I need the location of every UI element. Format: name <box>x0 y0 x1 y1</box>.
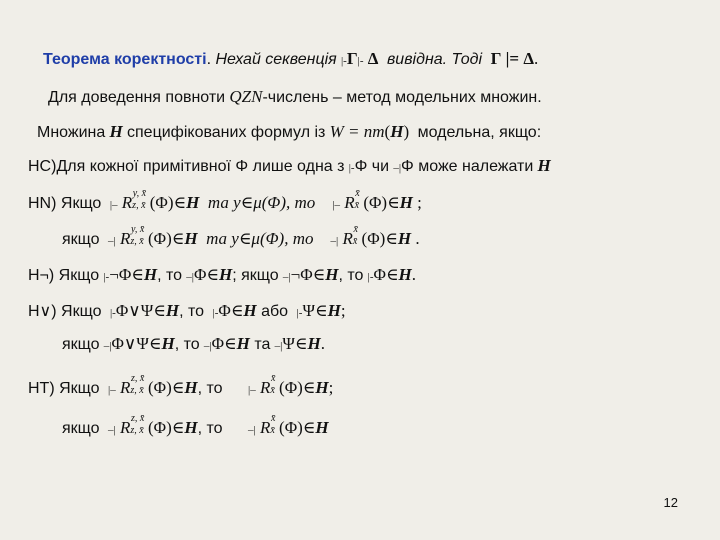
turnstile-neg-symbol: –| <box>393 162 402 174</box>
hc-condition <box>28 156 551 178</box>
hneg-condition: H¬) Якщо |-¬Φ∈H, то –|Φ∈H; якщо –|¬Φ∈H, то |-Φ∈H. <box>28 265 417 284</box>
hor-condition-line-1: H∨) Якщо |-Φ∨Ψ∈H, то |-Φ∈H або |-Ψ∈H; <box>28 301 346 320</box>
turnstile-symbol: |- <box>348 162 355 174</box>
r-formula-2: R x̄ x̄ <box>342 224 358 248</box>
ht-if: якщо <box>62 420 100 437</box>
delta-symbol-2: Δ <box>523 49 535 68</box>
turnstile-neg-symbol: –| <box>108 235 116 247</box>
turnstile-symbol: |– <box>109 199 118 211</box>
hor-condition-line-2: якщо –|Φ∨Ψ∈H, то –|Φ∈H та –|Ψ∈H. <box>62 334 325 353</box>
hn-condition-line-1: HN) Якщо |– R y, x̄ z, x̄ (Φ)∈H та y∈μ(Φ), то |– R x̄ x̄ (Φ)∈H ; <box>28 193 422 216</box>
theorem-text-2: вивідна. Тоді <box>386 51 483 68</box>
turnstile-symbol-2: |- <box>357 55 364 67</box>
models-symbol: |= <box>505 49 520 68</box>
delta-symbol: Δ <box>367 49 379 68</box>
hn-text-mid2: та y∈μ(Φ), то <box>206 229 314 248</box>
line2-text-b: -числень – метод модельних множин. <box>262 89 542 106</box>
theorem-label: Теорема коректності <box>43 51 207 68</box>
hn-condition-line-2: якщо –| R y, x̄ z, x̄ (Φ)∈H та y∈μ(Φ), то –| R x̄ x̄ (Φ)∈H . <box>62 229 420 252</box>
w-equation: W = nm <box>329 122 385 141</box>
r-formula: R y, x̄ z, x̄ <box>120 224 145 248</box>
hor-label: H∨) Якщо <box>28 303 102 320</box>
r-formula-2: R x̄ x̄ <box>344 188 360 212</box>
model-set-line: Множина H специфікованих формул із W = nm(H) модельна, якщо: <box>37 122 542 141</box>
turnstile-symbol-2: |– <box>332 199 340 211</box>
hc-text-1: Для кожної примітивної Φ лише одна з <box>56 158 345 175</box>
theorem-line <box>43 49 538 71</box>
theorem-end-period: . <box>534 49 539 68</box>
H-symbol: H <box>109 122 123 141</box>
proof-method-line <box>48 87 542 108</box>
qzn-symbol: QZN <box>229 87 263 106</box>
line2-text-a: Для доведення повноти <box>48 89 226 106</box>
hc-text-3: Φ може належати <box>401 158 534 175</box>
r-formula: R z, x̄ z, x̄ <box>120 373 145 397</box>
ht-label: HT) Якщо <box>28 380 100 397</box>
hc-label: НС) <box>28 158 57 175</box>
r-formula-2: R x̄ x̄ <box>259 413 276 437</box>
r-formula-2: R x̄ x̄ <box>259 373 276 397</box>
line3-text-c: модельна, якщо: <box>417 124 542 141</box>
r-formula: R z, x̄ z, x̄ <box>120 413 145 437</box>
r-formula: R y, x̄ z, x̄ <box>121 188 147 212</box>
theorem-text-1: Нехай секвенція <box>215 51 337 68</box>
turnstile-neg-symbol-2: –| <box>330 235 339 247</box>
ht-condition-line-1: HT) Якщо |– R z, x̄ z, x̄ (Φ)∈H, то |– R x̄ x̄ (Φ)∈H; <box>28 378 333 401</box>
phi-paren: (Φ) <box>149 193 174 212</box>
hneg-label: H¬) Якщо <box>28 267 100 284</box>
ht-condition-line-2: якщо –| R z, x̄ z, x̄ (Φ)∈H, то –| R x̄ x̄ (Φ)∈H <box>62 418 329 441</box>
turnstile-symbol: |- <box>340 55 347 67</box>
gamma-symbol: Γ <box>346 49 358 68</box>
hc-text-2: Φ чи <box>354 158 390 175</box>
line3-text-a: Множина <box>37 124 106 141</box>
hn-label: HN) Якщо <box>28 195 102 212</box>
H-symbol: H <box>537 156 551 175</box>
H-symbol-2: H <box>390 122 404 141</box>
theorem-period: . <box>206 51 216 68</box>
gamma-symbol-2: Γ <box>490 49 502 68</box>
page-number: 12 <box>663 495 678 510</box>
hn-text-mid: та y∈μ(Φ), то <box>207 193 316 212</box>
hn-if: якщо <box>62 231 100 248</box>
hor-if: якщо <box>62 336 100 353</box>
line3-text-b: специфікованих формул із <box>127 124 326 141</box>
